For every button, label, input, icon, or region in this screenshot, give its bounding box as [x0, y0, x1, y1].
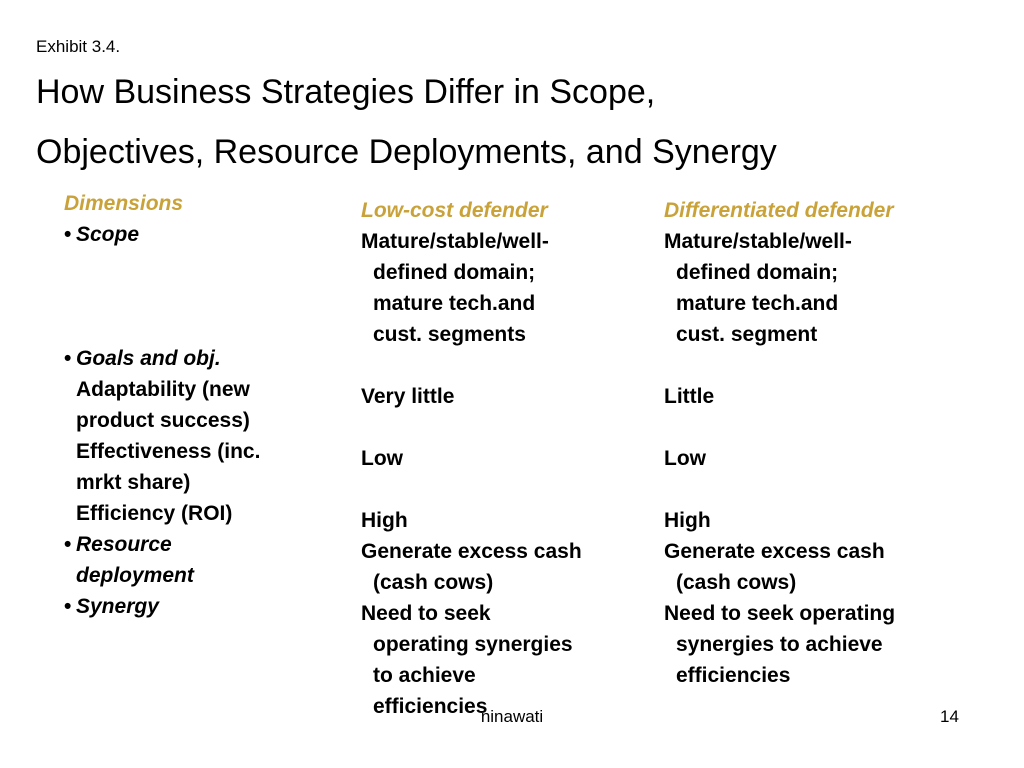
- resource-label-cont: deployment: [76, 564, 194, 587]
- goals-sub-item: Efficiency (ROI): [76, 502, 233, 525]
- low-cost-effectiveness: Low: [361, 447, 403, 470]
- bullet-scope: [64, 219, 334, 250]
- differentiated-effectiveness: Low: [664, 447, 706, 470]
- differentiated-adaptability: Little: [664, 385, 715, 408]
- differentiated-scope: Mature/stable/well-: [664, 230, 852, 253]
- low-cost-resource: (cash cows): [373, 571, 494, 594]
- differentiated-column: [664, 195, 964, 691]
- differentiated-synergy: synergies to achieve: [676, 633, 883, 656]
- spacer: [664, 412, 964, 443]
- low-cost-efficiency: High: [361, 509, 408, 532]
- spacer: [64, 281, 334, 312]
- low-cost-synergy: Need to seek: [361, 602, 491, 625]
- low-cost-scope: Mature/stable/well-: [361, 230, 549, 253]
- bullet-icon: •: [64, 533, 72, 556]
- low-cost-header: Low-cost defender: [361, 199, 548, 222]
- dimensions-header: Dimensions: [64, 192, 184, 215]
- differentiated-resource: (cash cows): [676, 571, 797, 594]
- title-line-2: Objectives, Resource Deployments, and Synergy: [36, 133, 777, 171]
- exhibit-label: Exhibit 3.4.: [36, 37, 121, 56]
- low-cost-scope: cust. segments: [373, 323, 526, 346]
- title-line-1: How Business Strategies Differ in Scope,: [36, 73, 656, 111]
- goals-sub-item: mrkt share): [76, 471, 191, 494]
- low-cost-resource: Generate excess cash: [361, 540, 582, 563]
- low-cost-synergy: to achieve: [373, 664, 476, 687]
- page-number: 14: [940, 707, 959, 726]
- bullet-synergy: [64, 591, 334, 622]
- low-cost-synergy: efficiencies: [373, 695, 488, 718]
- differentiated-scope: cust. segment: [676, 323, 818, 346]
- spacer: [664, 350, 964, 381]
- spacer: [64, 312, 334, 343]
- spacer: [361, 412, 651, 443]
- spacer: [361, 350, 651, 381]
- low-cost-synergy: operating synergies: [373, 633, 573, 656]
- spacer: [664, 474, 964, 505]
- spacer: [64, 250, 334, 281]
- bullet-icon: •: [64, 595, 72, 618]
- differentiated-scope: defined domain;: [676, 261, 839, 284]
- footer-author: ninawati: [480, 707, 544, 726]
- goals-sub-item: Adaptability (new: [76, 378, 250, 401]
- scope-label: Scope: [76, 223, 140, 246]
- bullet-resource: [64, 529, 334, 560]
- low-cost-adaptability: Very little: [361, 385, 455, 408]
- goals-sub-item: Effectiveness (inc.: [76, 440, 261, 463]
- differentiated-synergy: Need to seek operating: [664, 602, 896, 625]
- goals-sub-item: product success): [76, 409, 250, 432]
- bullet-icon: •: [64, 347, 72, 370]
- resource-label: Resource: [76, 533, 172, 556]
- synergy-label: Synergy: [76, 595, 159, 618]
- bullet-goals: [64, 343, 334, 374]
- dimensions-column: [64, 188, 334, 622]
- differentiated-header: Differentiated defender: [664, 199, 894, 222]
- slide-title: [36, 62, 777, 182]
- low-cost-scope: defined domain;: [373, 261, 536, 284]
- bullet-icon: •: [64, 223, 72, 246]
- goals-label: Goals and obj.: [76, 347, 221, 370]
- differentiated-synergy: efficiencies: [676, 664, 791, 687]
- differentiated-scope: mature tech.and: [676, 292, 839, 315]
- spacer: [361, 474, 651, 505]
- differentiated-resource: Generate excess cash: [664, 540, 885, 563]
- low-cost-column: [361, 195, 651, 722]
- low-cost-scope: mature tech.and: [373, 292, 536, 315]
- differentiated-efficiency: High: [664, 509, 711, 532]
